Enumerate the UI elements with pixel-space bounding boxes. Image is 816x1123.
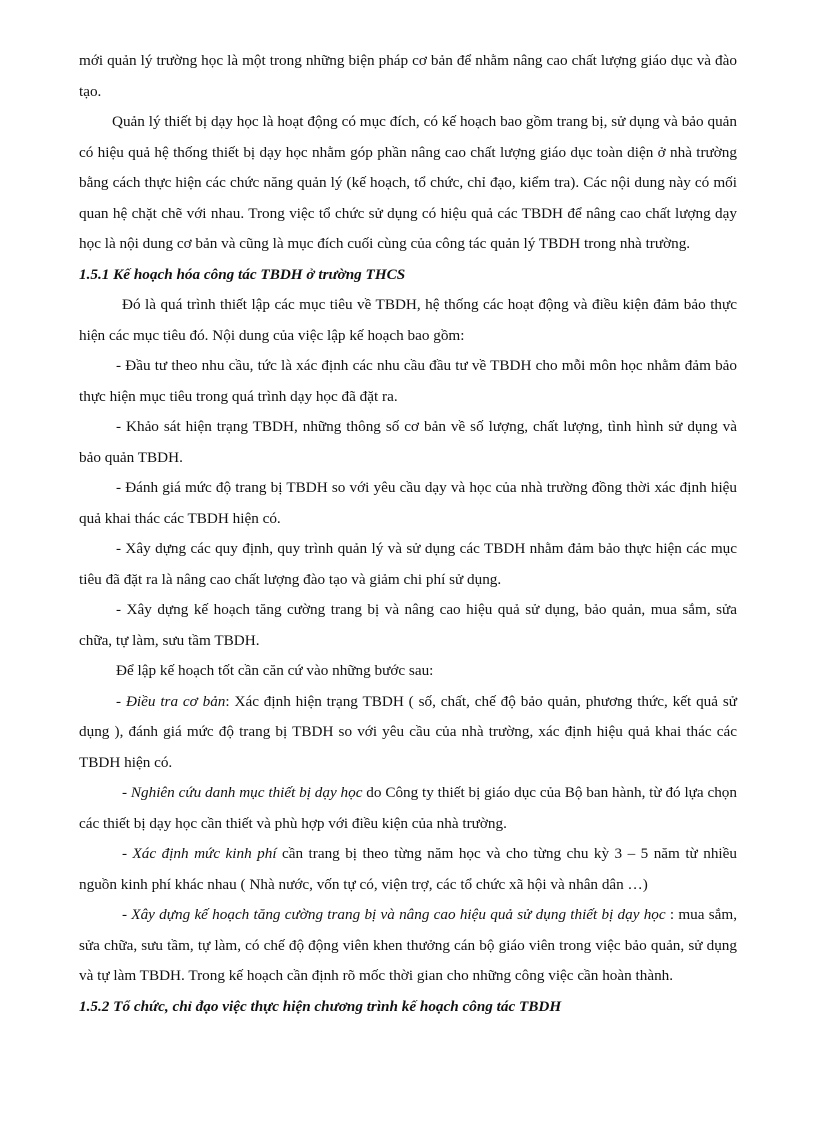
paragraph-steps-intro: Để lập kế hoạch tốt cần căn cứ vào những bước sau: (116, 662, 434, 679)
step-lead: - (122, 906, 132, 923)
list-item-regulations: - Xây dựng các quy định, quy trình quản lý và sử dụng các TBDH nhằm đảm bảo thực hiện các mục tiêu đã đặt ra là nâng cao chất lượng đào tạo và giảm chi phí sử dụng. (79, 540, 737, 588)
list-item-assessment: - Đánh giá mức độ trang bị TBDH so với yêu cầu dạy và học của nhà trường đồng thời xác định hiệu quả khai thác các TBDH hiện có. (79, 479, 737, 527)
paragraph-planning-definition: Đó là quá trình thiết lập các mục tiêu về TBDH, hệ thống các hoạt động và điều kiện đảm bảo thực hiện các mục tiêu đó. Nội dung của việc lập kế hoạch bao gồm: (79, 296, 737, 344)
step-title: Xây dựng kế hoạch tăng cường trang bị và nâng cao hiệu quả sử dụng thiết bị dạy học (131, 906, 666, 923)
step-lead: - (122, 784, 131, 801)
step-funding-level (79, 839, 737, 900)
paragraph-intro-continuation: mới quản lý trường học là một trong những biện pháp cơ bản để nhằm nâng cao chất lượng giáo dục và đào tạo. (79, 52, 737, 100)
step-equipment-catalog (79, 778, 737, 839)
step-title: Nghiên cứu danh mục thiết bị dạy học (130, 784, 363, 801)
step-title: Điều tra cơ bản (125, 692, 226, 710)
list-item-investment: - Đầu tư theo nhu cầu, tức là xác định các nhu cầu đầu tư về TBDH cho mỗi môn học nhằm đảm bảo thực hiện mục tiêu trong quá trình dạy học đã đặt ra. (79, 357, 737, 405)
step-lead: - (122, 845, 133, 862)
step-basic-survey (79, 687, 737, 779)
step-body: : Xác định hiện trạng TBDH ( số, chất, chế độ bảo quản, phương thức, kết quả sử dụng ), đánh giá mức độ trang bị TBDH so với yêu cầu của nhà trường, xác định hiệu quả khai thác các TBDH hiện có. (79, 692, 738, 771)
section-heading-1-5-2: 1.5.2 Tổ chức, chỉ đạo việc thực hiện chương trình kế hoạch công tác TBDH (79, 997, 562, 1015)
step-strengthening-plan (79, 900, 737, 992)
list-item-plan-strengthening: - Xây dựng kế hoạch tăng cường trang bị và nâng cao hiệu quả sử dụng, bảo quản, mua sắm, sửa chữa, tự làm, sưu tầm TBDH. (79, 601, 737, 649)
step-lead: - (116, 692, 126, 710)
step-body: do Công ty thiết bị giáo dục của Bộ ban hành, từ đó lựa chọn các thiết bị dạy học cần thiết và phù hợp với điều kiện của nhà trường. (79, 784, 737, 832)
section-heading-1-5-1: 1.5.1 Kế hoạch hóa công tác TBDH ở trường THCS (79, 265, 406, 283)
step-body: cần trang bị theo từng năm học và cho từng chu kỳ 3 – 5 năm từ nhiều nguồn kinh phí khác nhau ( Nhà nước, vốn tự có, viện trợ, các tổ chức xã hội và nhân dân …) (79, 845, 737, 893)
step-title: Xác định mức kinh phí (132, 845, 277, 862)
paragraph-equipment-management: Quản lý thiết bị dạy học là hoạt động có mục đích, có kế hoạch bao gồm trang bị, sử dụng và bảo quản có hiệu quả hệ thống thiết bị dạy học nhằm góp phần nâng cao chất lượng giáo dục toàn diện ở nhà trường bằng cách thực hiện các chức năng quản lý (kế hoạch, tổ chức, chỉ đạo, kiểm tra). Các nội dung này có mối quan hệ chặt chẽ với nhau. Trong việc tổ chức sử dụng có hiệu quả các TBDH để nâng cao chất lượng dạy học là nội dung cơ bản và cũng là mục đích cuối cùng của công tác quản lý TBDH trong nhà trường. (79, 113, 737, 252)
document-page (79, 46, 737, 1022)
step-body: : mua sắm, sửa chữa, sưu tầm, tự làm, có chế độ động viên khen thưởng cán bộ giáo viên trong việc bảo quản, sử dụng và tự làm TBDH. Trong kế hoạch cần định rõ mốc thời gian cho những công việc cần hoàn thành. (79, 906, 737, 984)
list-item-survey: - Khảo sát hiện trạng TBDH, những thông số cơ bản về số lượng, chất lượng, tình hình sử dụng và bảo quản TBDH. (79, 418, 737, 466)
